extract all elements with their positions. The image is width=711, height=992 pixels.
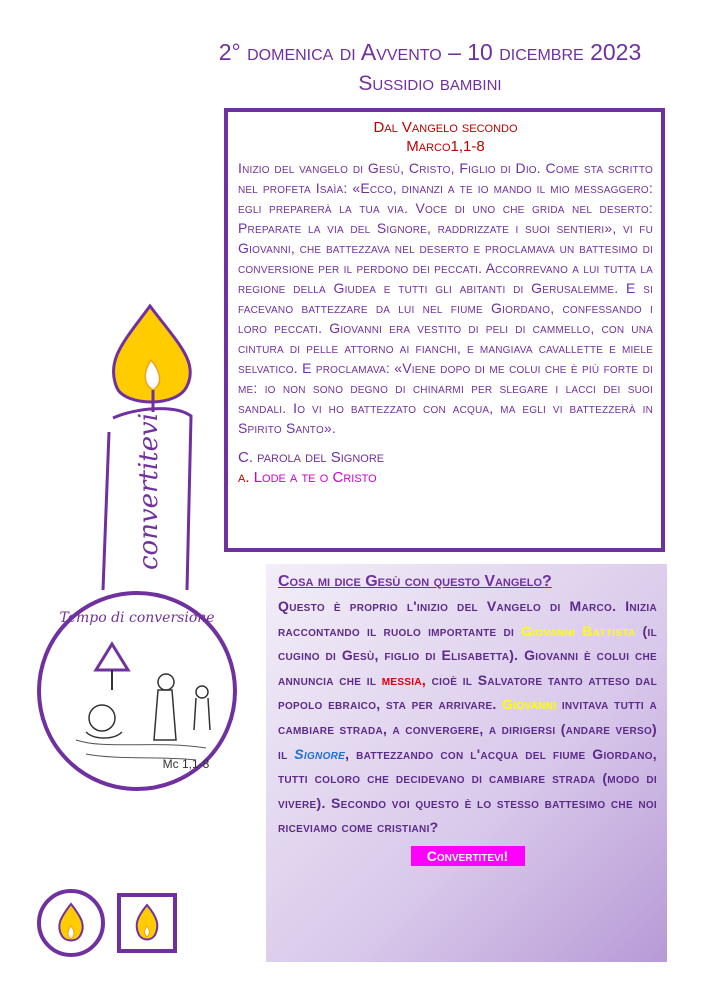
reflection-text-part2: (il cugino di Gesù, figlio di Elisabetta). Giovanni è colui che annuncia che il [278,622,657,688]
reflection-box [266,564,667,962]
header-date-line: 2° domenica di Avvento – 10 dicembre 2023 [218,39,642,65]
response-assembly [238,468,653,488]
reflection-text-part4: invitava tutti a cambiare strada, a convergere, a dirigersi (andare verso) il [278,696,657,762]
reflection-text-part3: cioè il Salvatore tanto atteso dal popolo ebraico, sta per arrivare. [278,671,657,713]
highlight-messia: messia, [381,671,427,688]
gospel-title: Dal Vangelo secondo [373,119,518,136]
reflection-text [278,594,657,840]
circle-flame-icon [36,888,106,958]
gospel-reference: Marco1,1-8 [406,138,485,155]
highlight-signore: Signore [294,745,346,762]
reflection-text-part5: , battezzando con l'acqua del fiume Giordano, tutti coloro che decidevano di cambiare strada (modo di vivere). Secondo voi questo è lo stesso battesimo che noi riceviamo come cristiani? [278,745,657,836]
reflection-text-part1: Questo è proprio l'inizio del Vangelo di Marco. Inizia raccontando il ruolo importante di [278,598,657,639]
gospel-text: Inizio del vangelo di Gesù, Cristo, Figlio di Dio. Come sta scritto nel profeta Isaìa: «Ecco, dinanzi a te io mando il mio messaggero: egli preparerà la tua via. Voce di uno che grida nel deserto: Preparate la via del Signore, raddrizzate i suoi sentieri», vi fu Giovanni, che battezzava nel deserto e proclamava un battesimo di conversione per il perdono dei peccati. Accorrevano a lui tutta la regione della Giudea e tutti gli abitanti di Gerusalemme. E si facevano battezzare da lui nel fiume Giordano, confessando i loro peccati. Giovanni era vestito di peli di cammello, con una cintura di pelle attorno ai fianchi, e mangiava cavallette e miele selvatico. E proclamava: «Viene dopo di me colui che è più forte di me: io non sono degno di chinarmi per slegare i lacci dei suoi sandali. Io vi ho battezzato con acqua, ma egli vi battezzerà in Spirito Santo». [238,160,653,436]
header-subtitle: Sussidio bambini [358,72,502,95]
candle-word: convertitevi [134,412,164,570]
medallion-circle [36,590,238,792]
reflection-question: Cosa mi dice Gesù con questo Vangelo? [278,573,552,590]
gospel-box [224,108,665,552]
square-flame-icon [117,893,177,953]
response-assembly-prefix: a. [238,469,250,486]
highlight-giovanni-battista: Giovanni Battista [521,622,636,639]
medallion-reference: Mc 1,1-8 [162,757,210,771]
medallion-title: Tempo di conversione [59,610,215,626]
response-assembly-text: Lode a te o Cristo [253,469,377,486]
convertitevi-badge: Convertitevi! [411,846,525,866]
page-header [180,38,680,98]
gospel-responses [238,448,653,488]
highlight-giovanni: Giovanni [502,696,557,713]
response-celebrant: C. parola del Signore [238,449,385,466]
candle-illustration [95,300,215,590]
